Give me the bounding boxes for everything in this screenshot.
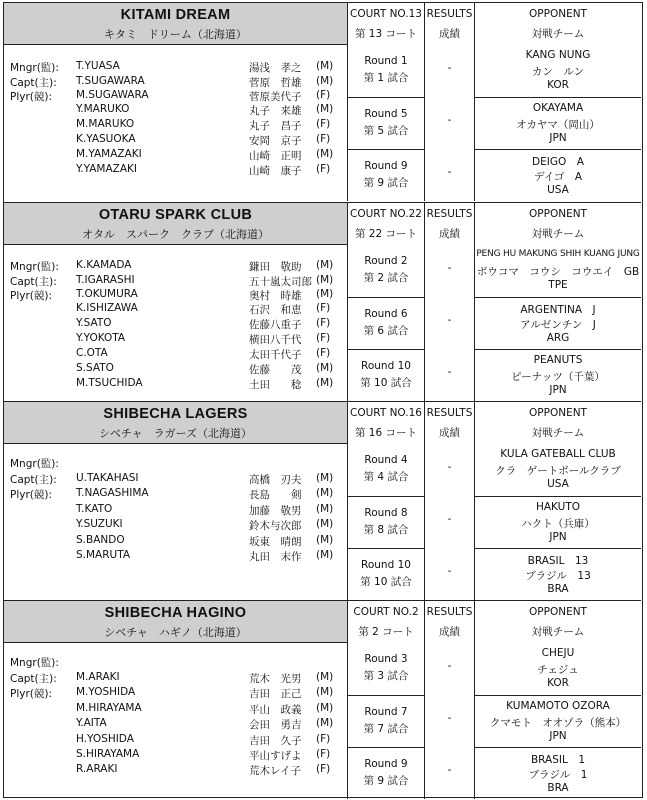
schedule-sheet bbox=[3, 2, 643, 798]
round-label-jp: 第 8 試合 bbox=[363, 524, 409, 536]
player-name-jp: 太田千代子 bbox=[249, 349, 302, 361]
team-block bbox=[4, 401, 641, 599]
player-gender: (M) bbox=[316, 259, 334, 271]
opponent-label: OPPONENT bbox=[529, 407, 587, 419]
player-name: H.YOSHIDA bbox=[76, 733, 134, 745]
opponent-name: DEIGO A bbox=[532, 156, 584, 168]
player-gender: (F) bbox=[316, 347, 331, 359]
player-gender: (M) bbox=[316, 103, 334, 115]
opponent-cell bbox=[475, 643, 641, 695]
opponent-name: PEANUTS bbox=[533, 354, 583, 366]
player-name: T.SUGAWARA bbox=[76, 75, 145, 87]
opponent-name-jp: カン ルン bbox=[531, 66, 585, 78]
results-label: RESULTS bbox=[426, 208, 473, 220]
opponent-name-jp: ボウコマ コウシ コウエイ GB bbox=[476, 266, 640, 278]
round-label-jp: 第 2 試合 bbox=[363, 272, 409, 284]
player-name: K.YASUOKA bbox=[76, 133, 136, 145]
player-name: T.KATO bbox=[76, 503, 113, 515]
player-role: Capt(主): bbox=[10, 276, 57, 288]
round-cell bbox=[348, 297, 424, 349]
opponent-country: KOR bbox=[547, 677, 569, 689]
player-gender: (M) bbox=[316, 60, 334, 72]
opponents-column bbox=[474, 245, 641, 401]
result-value: - bbox=[447, 114, 452, 126]
round-cell bbox=[348, 444, 424, 496]
opponent-country: BRA bbox=[547, 583, 569, 595]
results-label: RESULTS bbox=[426, 8, 473, 20]
player-name: T.OKUMURA bbox=[76, 288, 138, 300]
player-role: Capt(主): bbox=[10, 673, 57, 685]
team-block bbox=[4, 600, 641, 798]
opponent-country: USA bbox=[547, 478, 569, 490]
opponent-cell bbox=[475, 747, 641, 799]
round-cell bbox=[348, 149, 424, 201]
player-gender: (M) bbox=[316, 274, 334, 286]
player-gender: (M) bbox=[316, 549, 334, 561]
player-role: Plyr(競): bbox=[10, 489, 53, 501]
player-name-jp: 山崎 康子 bbox=[249, 165, 302, 177]
opponent-cell bbox=[475, 45, 641, 97]
opponent-label-jp: 対戦チーム bbox=[531, 626, 585, 638]
player-name-jp: 坂東 晴朗 bbox=[249, 536, 302, 548]
player-name-jp: 平山すげよ bbox=[249, 750, 302, 762]
results-label-jp: 成績 bbox=[439, 626, 460, 638]
opponent-name-jp: ブラジル 1 bbox=[528, 769, 588, 781]
player-gender: (F) bbox=[316, 332, 331, 344]
player-gender: (F) bbox=[316, 302, 331, 314]
player-gender: (M) bbox=[316, 288, 334, 300]
player-name: Y.YAMAZAKI bbox=[76, 163, 138, 175]
player-name-jp: 丸田 末作 bbox=[249, 551, 302, 563]
opponent-country: KOR bbox=[547, 79, 569, 91]
results-column bbox=[424, 444, 474, 600]
opponent-label-jp: 対戦チーム bbox=[531, 228, 585, 240]
player-name: S.MARUTA bbox=[76, 549, 131, 561]
round-label: Round 3 bbox=[364, 653, 408, 665]
opponent-name-jp: ハクト（兵庫） bbox=[521, 518, 595, 530]
opponent-name-jp: デイゴ A bbox=[533, 171, 583, 183]
results-label-jp: 成績 bbox=[439, 28, 460, 40]
player-gender: (M) bbox=[316, 377, 334, 389]
opponent-cell bbox=[475, 695, 641, 747]
player-role: Mngr(監): bbox=[10, 261, 59, 273]
player-name-jp: 高橋 刃夫 bbox=[249, 474, 302, 486]
round-cell bbox=[348, 245, 424, 297]
round-cell bbox=[348, 97, 424, 149]
result-cell bbox=[425, 245, 474, 297]
results-label: RESULTS bbox=[426, 606, 473, 618]
opponent-name-jp: クマモト オオゾラ（熊本） bbox=[489, 717, 627, 729]
result-value: - bbox=[447, 461, 452, 473]
rounds-column bbox=[347, 245, 424, 401]
team-name: KITAMI DREAM bbox=[120, 7, 231, 23]
player-name: T.YUASA bbox=[76, 60, 120, 72]
court-header bbox=[347, 601, 424, 643]
rounds-column bbox=[347, 45, 424, 201]
opponent-name-jp: チェジュ bbox=[537, 664, 579, 676]
opponents-column bbox=[474, 45, 641, 201]
opponent-name: BRASIL 13 bbox=[527, 555, 589, 567]
team-name-jp: シベチャ ハギノ（北海道） bbox=[104, 626, 247, 639]
court-number: COURT NO.13 bbox=[350, 8, 422, 20]
player-name-jp: 会田 勇吉 bbox=[249, 719, 302, 731]
player-role: Mngr(監): bbox=[10, 62, 59, 74]
player-name: M.HIRAYAMA bbox=[76, 702, 142, 714]
result-value: - bbox=[447, 565, 452, 577]
court-number-jp: 第 22 コート bbox=[354, 228, 418, 240]
results-header bbox=[424, 402, 474, 444]
round-label: Round 8 bbox=[364, 507, 408, 519]
round-label: Round 9 bbox=[364, 758, 408, 770]
player-name-jp: 加藤 敬男 bbox=[249, 505, 302, 517]
round-cell bbox=[348, 643, 424, 695]
rounds-column bbox=[347, 444, 424, 600]
round-cell bbox=[348, 349, 424, 401]
player-name: Y.AITA bbox=[76, 717, 107, 729]
result-value: - bbox=[447, 166, 452, 178]
team-name-jp: オタル スパーク クラブ（北海道） bbox=[82, 228, 269, 241]
opponent-name-jp: オカヤマ（岡山） bbox=[516, 119, 600, 131]
court-number-jp: 第 13 コート bbox=[354, 28, 418, 40]
player-gender: (F) bbox=[316, 763, 331, 775]
team-name: SHIBECHA HAGINO bbox=[104, 605, 247, 621]
round-label-jp: 第 4 試合 bbox=[363, 471, 409, 483]
player-name-jp: 五十嵐太司郎 bbox=[249, 276, 312, 288]
round-label-jp: 第 1 試合 bbox=[363, 72, 409, 84]
court-header bbox=[347, 3, 424, 45]
roster bbox=[4, 45, 347, 201]
round-label: Round 1 bbox=[364, 55, 408, 67]
round-cell bbox=[348, 747, 424, 799]
opponent-cell bbox=[475, 245, 641, 297]
opponents-column bbox=[474, 444, 641, 600]
round-label: Round 10 bbox=[361, 559, 411, 571]
player-name: U.TAKAHASI bbox=[76, 472, 139, 484]
result-cell bbox=[425, 349, 474, 401]
player-name-jp: 長島 剣 bbox=[249, 489, 302, 501]
opponent-name: BRASIL 1 bbox=[530, 754, 586, 766]
player-name-jp: 菅原美代子 bbox=[249, 91, 302, 103]
player-role: Capt(主): bbox=[10, 77, 57, 89]
player-name: S.SATO bbox=[76, 362, 114, 374]
round-label: Round 4 bbox=[364, 454, 408, 466]
team-header bbox=[4, 3, 641, 45]
player-name: Y.MARUKO bbox=[76, 103, 130, 115]
result-value: - bbox=[447, 660, 452, 672]
player-gender: (M) bbox=[316, 534, 334, 546]
result-cell bbox=[425, 496, 474, 548]
opponents-column bbox=[474, 643, 641, 799]
opponent-cell bbox=[475, 349, 641, 401]
player-role: Plyr(競): bbox=[10, 688, 53, 700]
player-gender: (M) bbox=[316, 148, 334, 160]
player-gender: (M) bbox=[316, 362, 334, 374]
player-name-jp: 丸子 昌子 bbox=[249, 120, 302, 132]
opponent-country: JPN bbox=[549, 730, 567, 742]
round-label-jp: 第 5 試合 bbox=[363, 125, 409, 137]
results-column bbox=[424, 245, 474, 401]
team-block bbox=[4, 3, 641, 201]
results-label-jp: 成績 bbox=[439, 427, 460, 439]
player-gender: (F) bbox=[316, 317, 331, 329]
round-label: Round 7 bbox=[364, 706, 408, 718]
player-name-jp: 石沢 和恵 bbox=[249, 304, 302, 316]
player-role: Mngr(監): bbox=[10, 458, 59, 470]
player-name: S.HIRAYAMA bbox=[76, 748, 140, 760]
player-gender: (M) bbox=[316, 717, 334, 729]
player-gender: (M) bbox=[316, 472, 334, 484]
roster bbox=[4, 643, 347, 799]
player-role: Capt(主): bbox=[10, 474, 57, 486]
player-name-jp: 丸子 来雄 bbox=[249, 105, 302, 117]
opponent-name-jp: アルゼンチン J bbox=[520, 319, 596, 331]
result-value: - bbox=[447, 764, 452, 776]
round-cell bbox=[348, 496, 424, 548]
team-name: OTARU SPARK CLUB bbox=[98, 207, 253, 223]
opponent-header bbox=[474, 601, 641, 643]
opponent-name: HAKUTO bbox=[535, 501, 581, 513]
result-cell bbox=[425, 149, 474, 201]
player-role: Plyr(競): bbox=[10, 290, 53, 302]
opponent-header bbox=[474, 402, 641, 444]
opponent-cell bbox=[475, 149, 641, 201]
player-name: T.IGARASHI bbox=[76, 274, 135, 286]
round-label-jp: 第 6 試合 bbox=[363, 325, 409, 337]
round-label: Round 5 bbox=[364, 108, 408, 120]
player-role: Plyr(競): bbox=[10, 91, 53, 103]
player-name-jp: 山崎 正明 bbox=[249, 150, 302, 162]
result-value: - bbox=[447, 712, 452, 724]
court-number: COURT NO.2 bbox=[353, 606, 419, 618]
result-cell bbox=[425, 297, 474, 349]
round-cell bbox=[348, 695, 424, 747]
player-name: K.ISHIZAWA bbox=[76, 302, 138, 314]
player-name-jp: 佐藤 茂 bbox=[249, 364, 302, 376]
result-value: - bbox=[447, 314, 452, 326]
team-name-jp: シベチャ ラガーズ（北海道） bbox=[98, 427, 253, 440]
player-name-jp: 佐藤八重子 bbox=[249, 319, 302, 331]
opponent-name-jp: クラ ゲートボールクラブ bbox=[495, 465, 621, 477]
opponent-label: OPPONENT bbox=[529, 606, 587, 618]
player-name: Y.YOKOTA bbox=[76, 332, 126, 344]
player-gender: (F) bbox=[316, 748, 331, 760]
round-label-jp: 第 7 試合 bbox=[363, 723, 409, 735]
player-name: R.ARAKI bbox=[76, 763, 118, 775]
player-gender: (F) bbox=[316, 163, 331, 175]
round-cell bbox=[348, 45, 424, 97]
player-gender: (F) bbox=[316, 733, 331, 745]
round-label-jp: 第 10 試合 bbox=[360, 377, 412, 389]
round-label: Round 6 bbox=[364, 308, 408, 320]
round-label-jp: 第 9 試合 bbox=[363, 177, 409, 189]
opponent-header bbox=[474, 3, 641, 45]
team-header bbox=[4, 402, 641, 444]
result-cell bbox=[425, 747, 474, 799]
result-cell bbox=[425, 695, 474, 747]
opponent-country: USA bbox=[547, 184, 569, 196]
opponent-cell bbox=[475, 444, 641, 496]
team-header bbox=[4, 203, 641, 245]
player-name: S.BANDO bbox=[76, 534, 125, 546]
player-gender: (F) bbox=[316, 133, 331, 145]
player-name: M.YAMAZAKI bbox=[76, 148, 142, 160]
result-cell bbox=[425, 548, 474, 600]
results-label-jp: 成績 bbox=[439, 228, 460, 240]
team-name: SHIBECHA LAGERS bbox=[103, 406, 248, 422]
opponent-label-jp: 対戦チーム bbox=[531, 28, 585, 40]
opponent-country: ARG bbox=[546, 332, 570, 344]
opponent-cell bbox=[475, 496, 641, 548]
player-name-jp: 平山 政義 bbox=[249, 704, 302, 716]
player-name: K.KAMADA bbox=[76, 259, 132, 271]
player-name: Y.SUZUKI bbox=[76, 518, 123, 530]
opponent-name: KANG NUNG bbox=[525, 49, 591, 61]
round-label: Round 10 bbox=[361, 360, 411, 372]
player-gender: (M) bbox=[316, 518, 334, 530]
result-cell bbox=[425, 97, 474, 149]
opponent-name: ARGENTINA J bbox=[520, 304, 596, 316]
rounds-column bbox=[347, 643, 424, 799]
round-label-jp: 第 3 試合 bbox=[363, 670, 409, 682]
result-value: - bbox=[447, 262, 452, 274]
opponent-name: KUMAMOTO OZORA bbox=[506, 700, 610, 712]
player-gender: (M) bbox=[316, 671, 334, 683]
opponent-name: CHEJU bbox=[541, 647, 575, 659]
opponent-label-jp: 対戦チーム bbox=[531, 427, 585, 439]
player-gender: (F) bbox=[316, 89, 331, 101]
opponent-name: PENG HU MAKUNG SHIH KUANG JUNG bbox=[476, 249, 640, 259]
opponent-cell bbox=[475, 97, 641, 149]
result-cell bbox=[425, 45, 474, 97]
team-name-jp: キタミ ドリーム（北海道） bbox=[104, 28, 247, 41]
court-number-jp: 第 16 コート bbox=[354, 427, 418, 439]
opponent-name-jp: ピーナッツ（千葉） bbox=[511, 371, 605, 383]
opponent-name-jp: ブラジル 13 bbox=[525, 570, 591, 582]
player-gender: (M) bbox=[316, 702, 334, 714]
player-name-jp: 安岡 京子 bbox=[249, 135, 302, 147]
player-name: M.YOSHIDA bbox=[76, 686, 136, 698]
opponent-label: OPPONENT bbox=[529, 8, 587, 20]
results-header bbox=[424, 203, 474, 245]
round-label-jp: 第 10 試合 bbox=[360, 576, 412, 588]
results-column bbox=[424, 45, 474, 201]
player-name-jp: 鎌田 敬助 bbox=[249, 261, 302, 273]
results-header bbox=[424, 3, 474, 45]
opponent-country: JPN bbox=[549, 531, 567, 543]
player-name-jp: 土田 稔 bbox=[249, 379, 302, 391]
player-name-jp: 鈴木与次郎 bbox=[249, 520, 302, 532]
round-label: Round 2 bbox=[364, 255, 408, 267]
player-name-jp: 荒木レイ子 bbox=[249, 765, 301, 777]
result-value: - bbox=[447, 366, 452, 378]
player-gender: (F) bbox=[316, 118, 331, 130]
opponent-label: OPPONENT bbox=[529, 208, 587, 220]
result-cell bbox=[425, 643, 474, 695]
result-value: - bbox=[447, 62, 452, 74]
court-header bbox=[347, 203, 424, 245]
roster bbox=[4, 444, 347, 600]
team-block bbox=[4, 202, 641, 400]
player-name: M.SUGAWARA bbox=[76, 89, 149, 101]
player-name: M.TSUCHIDA bbox=[76, 377, 143, 389]
player-name-jp: 吉田 久子 bbox=[249, 735, 302, 747]
results-column bbox=[424, 643, 474, 799]
opponent-cell bbox=[475, 297, 641, 349]
player-name: Y.SATO bbox=[76, 317, 112, 329]
opponent-country: JPN bbox=[549, 384, 567, 396]
result-value: - bbox=[447, 513, 452, 525]
opponent-name: OKAYAMA bbox=[532, 102, 584, 114]
player-name-jp: 湯浅 孝之 bbox=[249, 62, 302, 74]
results-label: RESULTS bbox=[426, 407, 473, 419]
opponent-country: TPE bbox=[548, 279, 568, 291]
player-name-jp: 横田八千代 bbox=[249, 334, 302, 346]
roster bbox=[4, 245, 347, 401]
court-header bbox=[347, 402, 424, 444]
player-gender: (M) bbox=[316, 487, 334, 499]
player-name-jp: 荒木 光男 bbox=[249, 673, 302, 685]
round-cell bbox=[348, 548, 424, 600]
player-name: M.ARAKI bbox=[76, 671, 120, 683]
opponent-cell bbox=[475, 548, 641, 600]
court-number: COURT NO.16 bbox=[350, 407, 422, 419]
round-label-jp: 第 9 試合 bbox=[363, 775, 409, 787]
player-name: C.OTA bbox=[76, 347, 108, 359]
player-name: M.MARUKO bbox=[76, 118, 135, 130]
player-name-jp: 吉田 正己 bbox=[249, 688, 302, 700]
player-gender: (M) bbox=[316, 503, 334, 515]
opponent-country: JPN bbox=[549, 132, 567, 144]
result-cell bbox=[425, 444, 474, 496]
court-number-jp: 第 2 コート bbox=[358, 626, 414, 638]
player-gender: (M) bbox=[316, 75, 334, 87]
team-header bbox=[4, 601, 641, 643]
player-role: Mngr(監): bbox=[10, 657, 59, 669]
opponent-name: KULA GATEBALL CLUB bbox=[500, 448, 616, 460]
court-number: COURT NO.22 bbox=[350, 208, 422, 220]
player-gender: (M) bbox=[316, 686, 334, 698]
player-name-jp: 菅原 哲雄 bbox=[249, 77, 302, 89]
opponent-country: BRA bbox=[547, 782, 569, 794]
opponent-header bbox=[474, 203, 641, 245]
player-name-jp: 奥村 時雄 bbox=[249, 290, 302, 302]
round-label: Round 9 bbox=[364, 160, 408, 172]
player-name: T.NAGASHIMA bbox=[76, 487, 149, 499]
results-header bbox=[424, 601, 474, 643]
